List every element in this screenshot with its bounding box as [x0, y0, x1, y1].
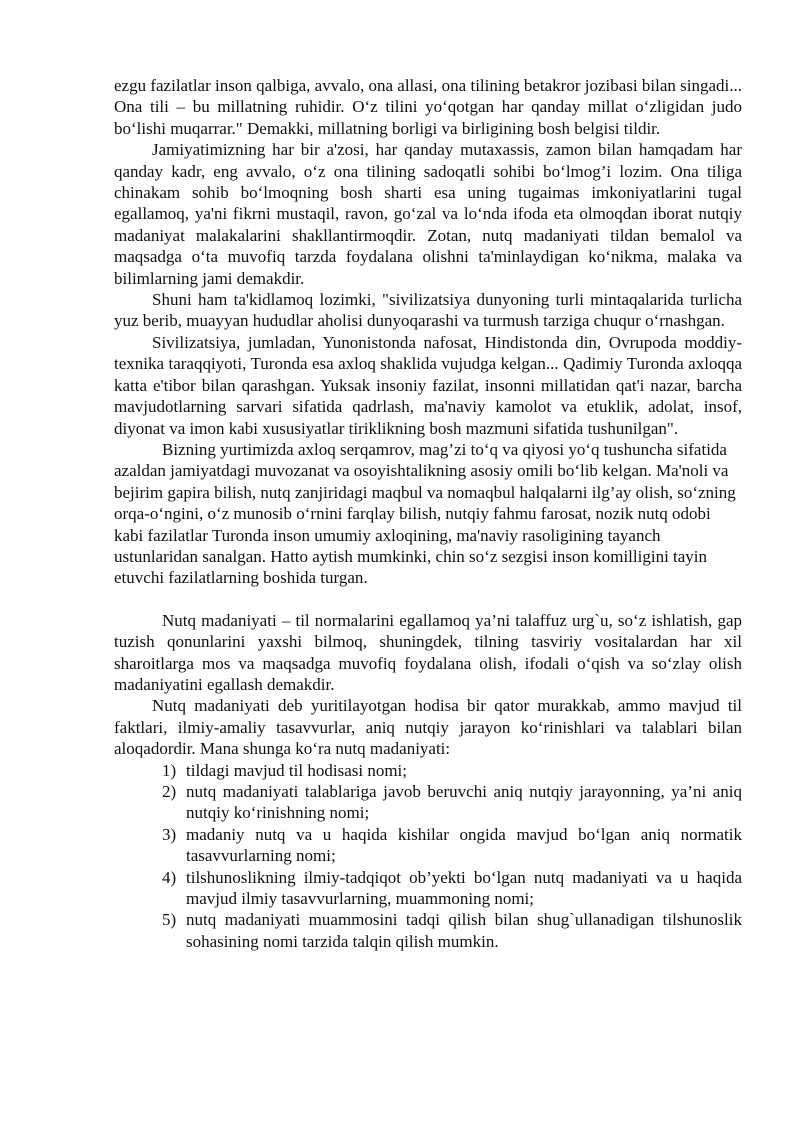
list-text: tilshunoslikning ilmiy-tadqiqot ob’yekti bo‘lgan nutq madaniyati va u haqida mavjud ilmiy tasavvurlarning, muammoning nomi; [186, 867, 742, 909]
definition-list [114, 760, 742, 953]
list-number: 2) [162, 782, 177, 801]
list-number: 3) [162, 824, 177, 844]
paragraph-gap [114, 589, 742, 610]
list-number: 1) [162, 760, 177, 780]
list-item [114, 909, 742, 952]
paragraph-5: Bizning yurtimizda axloq serqamrov, mag’zi to‘q va qiyosi yo‘q tushuncha sifatida azaldan jamiyatdagi muvozanat va osoyishtalikning asosiy omili bo‘lib kelgan. Ma'noli va bejirim gapira bilish, nutq zanjiridagi maqbul va nomaqbul halqalarni ilg’ay olish, so‘zning orqa-o‘ngini, o‘z munosib o‘rnini farqlay bilish, nutqiy fahmu farosat, nozik nutq odobi kabi fazilatlar Turonda inson umumiy axloqining, ma'naviy rasoligining tayanch ustunlaridan sanalgan. Hatto aytish mumkinki, chin so‘z sezgisi inson komilligini tayin etuvchi fazilatlarning boshida turgan. [114, 439, 736, 588]
list-text: nutq madaniyati muammosini tadqi qilish bilan shug`ullanadigan tilshunoslik sohasining nomi tarzida talqin qilish mumkin. [186, 910, 742, 951]
list-number: 5) [162, 910, 177, 930]
paragraph-1: ezgu fazilatlar inson qalbiga, avvalo, ona allasi, ona tilining betakror jozibasi bilan singadi... Ona tili – bu millatning ruhidir. O‘z tilini yo‘qotgan har qanday millat o‘zligidan judo bo‘lishi muqarrar." Demakki, millatning borligi va birligining bosh belgisi tildir. [114, 76, 742, 138]
paragraph-3: Shuni ham ta'kidlamoq lozimki, "sivilizatsiya dunyoning turli mintaqalarida turlicha yuz berib, muayyan hududlar aholisi dunyoqarashi va turmush tarziga chuqur o‘rnashgan. [114, 290, 742, 331]
list-item [114, 867, 742, 910]
paragraph-2: Jamiyatimizning har bir a'zosi, har qanday mutaxassis, zamon bilan hamqadam har qanday kadr, eng avvalo, o‘z ona tilining sadoqatli sohibi bo‘lmog’i lozim. Ona tiliga chinakam sohib bo‘lmoqning bosh sharti esa uning tugaimas imkoniyatlarini tugal egallamoq, ya'ni fikrni mustaqil, ravon, go‘zal va lo‘nda ifoda eta olmoqdan iborat nutqiy madaniyat malakalarini shakllantirmoqdir. Zotan, nutq madaniyati tildan bemalol va maqsadga o‘ta muvofiq tarzda foydalana olishni ta'minlaydigan ko‘nikma, malaka va bilimlarning jami demakdir. [114, 140, 742, 288]
document-page [114, 75, 742, 952]
list-item [114, 824, 742, 867]
paragraph-7: Nutq madaniyati deb yuritilayotgan hodisa bir qator murakkab, ammo mavjud til faktlari, ilmiy-amaliy tasavvurlar, aniq nutqiy jarayon ko‘rinishlari va talablari bilan aloqadordir. Mana shunga ko‘ra nutq madaniyati: [114, 696, 742, 759]
list-number: 4) [162, 867, 177, 887]
list-item [114, 760, 742, 781]
paragraph-6: Nutq madaniyati – til normalarini egallamoq ya’ni talaffuz urg`u, so‘z ishlatish, gap tuzish qonunlarini yaxshi bilmoq, shuningdek, tilning tasviriy vositalardan har xil sharoitlarga mos va maqsadga muvofiq foydalana olish, ifodali o‘qish va so‘zlay olish madaniyatini egallash demakdir. [114, 610, 742, 694]
list-text: madaniy nutq va u haqida kishilar ongida mavjud bo‘lgan aniq normatik tasavvurlarning nomi; [186, 824, 742, 866]
list-item [114, 781, 742, 824]
list-text: nutq madaniyati talablariga javob beruvchi aniq nutqiy jarayonning, ya’ni aniq nutqiy ko‘rinishning nomi; [186, 782, 742, 823]
list-text: tildagi mavjud til hodisasi nomi; [186, 760, 407, 780]
paragraph-4: Sivilizatsiya, jumladan, Yunonistonda nafosat, Hindistonda din, Ovrupoda moddiy-texnika taraqqiyoti, Turonda esa axloq shaklida vujudga kelgan... Qadimiy Turonda axloqqa katta e'tibor bilan qarashgan. Yuksak insoniy fazilat, insonni millatidan qat'i nazar, barcha mavjudotlarning sarvari sifatida qadrlash, ma'naviy kamolot va etuklik, adolat, insof, diyonat va imon kabi xususiyatlar tiriklikning bosh mazmuni sifatida tushunilgan". [114, 332, 742, 438]
